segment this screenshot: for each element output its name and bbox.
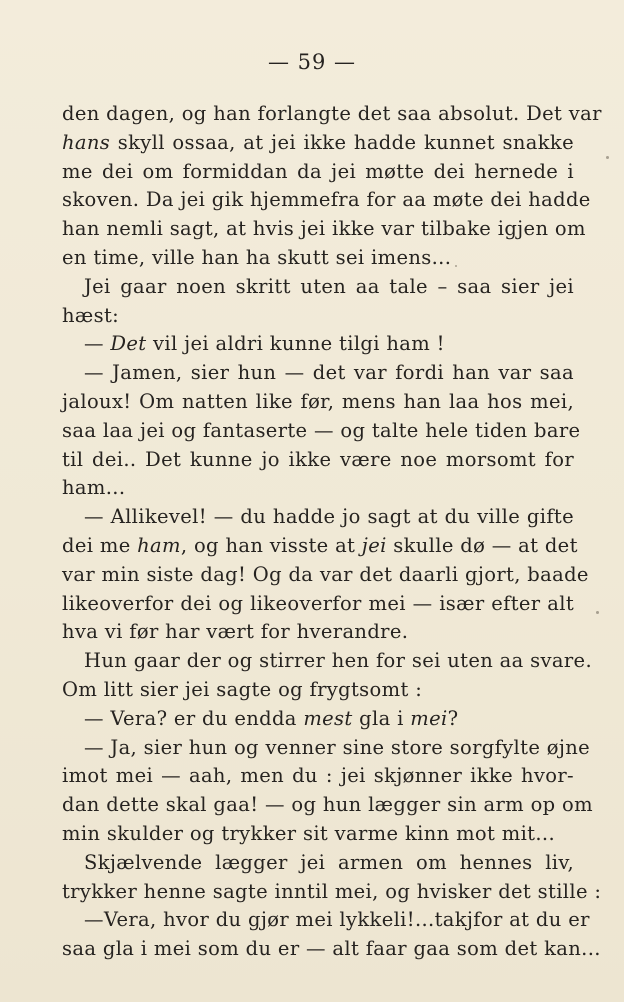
text-segment: — [84,332,111,356]
italic-text: Det [110,332,147,356]
text-line [62,705,574,734]
text-line [62,273,574,302]
text-line [62,302,574,331]
text-line [62,244,574,273]
text-segment: skoven. Da jei gik hjemmefra for aa møte dei hadde [62,188,591,212]
text-segment: imot mei — aah, men du : jei skjønner ikke hvor- [62,764,574,788]
text-segment: Hun gaar der og stirrer hen for sei uten aa svare. [84,649,592,673]
text-line [62,906,590,935]
text-line [62,417,581,446]
text-line [62,359,574,388]
text-line [62,215,586,244]
text-line [62,158,574,187]
text-line [62,532,578,561]
text-segment: me dei om formiddan da jei møtte dei hernede i [62,159,574,183]
text-segment: en time, ville han ha skutt sei imens... [62,245,452,269]
page-number: — 59 — [267,50,357,74]
text-segment: , og han visste at [180,533,362,557]
text-line [62,561,589,590]
paper-speck [596,611,599,614]
italic-text: jei [361,533,387,557]
italic-text: ham [137,533,181,557]
text-segment: trykker henne sagte inntil mei, og hvisker det stille : [62,879,602,903]
text-line [62,474,574,503]
text-segment: hva vi før har vært for hverandre. [62,620,409,644]
text-segment: til dei.. Det kunne jo ikke være noe morsomt for [62,447,574,471]
text-segment: Om litt sier jei sagte og frygtsomt : [62,677,423,701]
body-text [62,100,602,964]
text-segment: likeoverfor dei og likeoverfor mei — især efter alt [62,591,574,615]
text-line [62,618,574,647]
italic-text: hans [62,130,111,154]
text-line [62,762,574,791]
text-line [62,100,602,129]
text-segment: skulle dø — at det [386,533,578,557]
italic-text: mest [303,706,353,730]
text-segment: den dagen, og han forlangte det saa absolut. Det var [62,102,602,125]
text-segment: dan dette skal gaa! — og hun lægger sin arm op om [62,793,593,817]
paper-speck [455,265,457,267]
text-line [62,129,574,158]
text-line [62,647,592,676]
text-line [62,186,591,215]
text-segment: — Jamen, sier hun — det var fordi han var saa [84,361,574,385]
text-line [62,590,574,619]
italic-text: mei [410,706,448,730]
text-segment: — Allikevel! — du hadde jo sagt at du ville gifte [84,505,574,529]
text-segment: saa laa jei og fantaserte — og talte hele tiden bare [62,418,581,442]
text-segment: gla i [352,706,411,730]
text-line [62,878,602,907]
text-segment: Jei gaar noen skritt uten aa tale – saa sier jei [84,274,574,298]
text-line [62,820,574,849]
text-segment: hæst: [62,303,120,327]
text-line [62,935,601,964]
text-line [62,388,574,417]
text-segment: vil jei aldri kunne tilgi ham ! [146,332,445,356]
text-segment: min skulder og trykker sit varme kinn mot mit... [62,821,555,845]
text-line [62,446,574,475]
text-segment: saa gla i mei som du er — alt faar gaa som det kan... [62,937,601,961]
text-line [62,503,574,532]
text-segment: — Vera? er du endda [84,706,304,730]
text-line [62,676,574,705]
text-segment: ham... [62,476,126,500]
text-segment: Skjælvende lægger jei armen om hennes liv, [84,850,574,874]
text-segment: var min siste dag! Og da var det daarli gjort, baade [62,562,589,586]
text-segment: han nemli sagt, at hvis jei ikke var tilbake igjen om [62,217,586,241]
text-segment: dei me [62,533,138,557]
text-segment: ? [447,706,459,730]
text-line [62,330,574,359]
text-line [62,849,574,878]
text-segment: — Ja, sier hun og venner sine store sorgfylte øjne [84,735,591,759]
text-segment: skyll ossaa, at jei ikke hadde kunnet snakke [110,130,574,154]
text-segment: jaloux! Om natten like før, mens han laa hos mei, [62,389,574,413]
paper-speck [606,156,609,159]
text-segment: —Vera, hvor du gjør mei lykkeli!...takjfor at du er [84,908,590,932]
text-line [62,791,593,820]
text-line [62,734,591,763]
